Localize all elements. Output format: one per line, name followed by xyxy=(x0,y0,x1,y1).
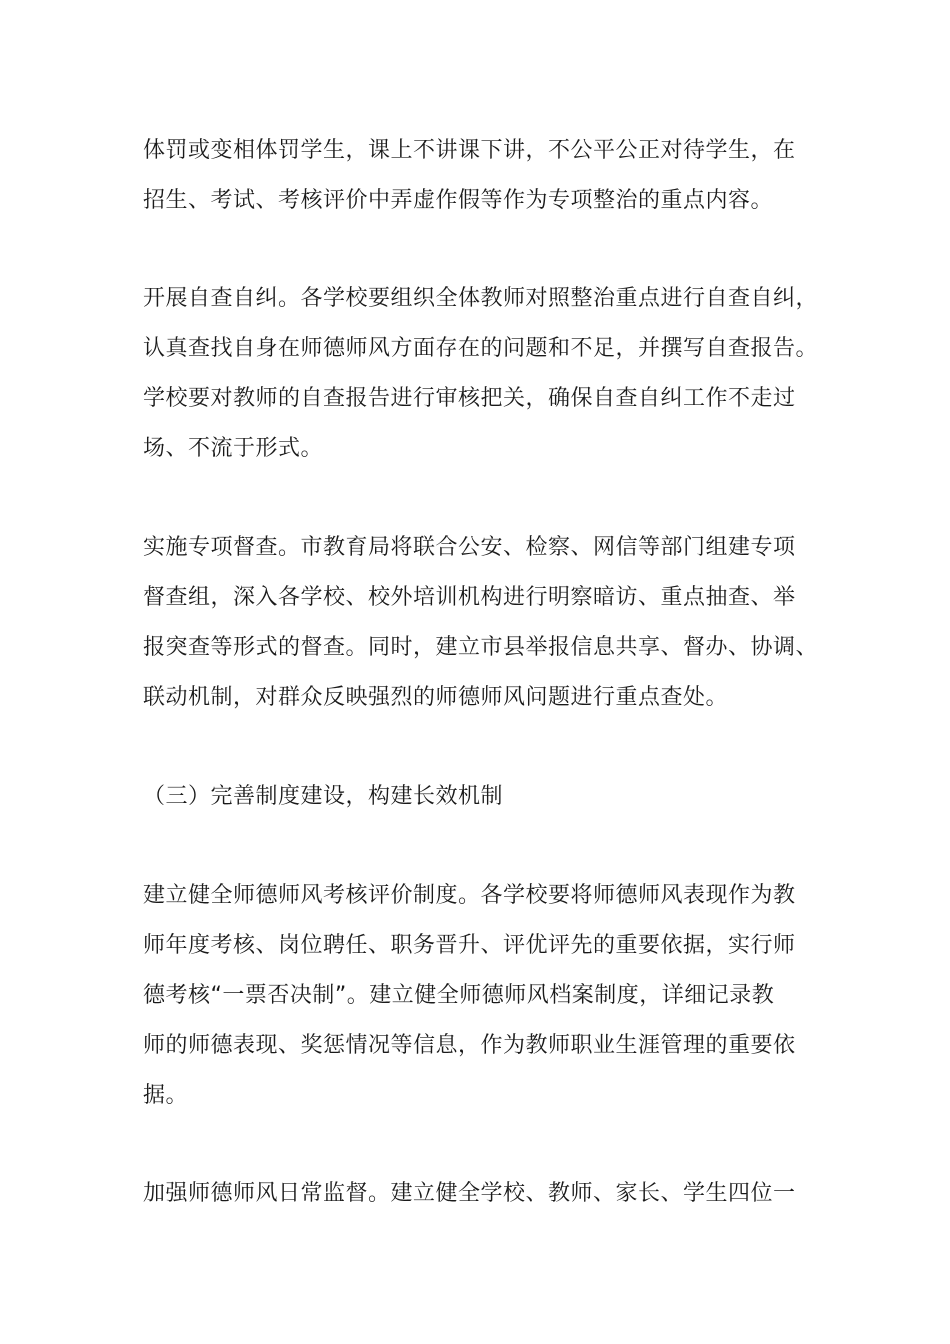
text-line: 据。 xyxy=(143,1083,189,1108)
paragraph-special-supervision xyxy=(143,523,833,723)
text-line: 师的师德表现、奖惩情况等信息，作为教师职业生涯管理的重要依 xyxy=(143,1033,796,1058)
text-line: 场、不流于形式。 xyxy=(143,436,324,461)
text-line: 师年度考核、岗位聘任、职务晋升、评优评先的重要依据，实行师 xyxy=(143,933,796,958)
text-line: 建立健全师德师风考核评价制度。各学校要将师德师风表现作为教 xyxy=(143,883,796,908)
paragraph-daily-supervision xyxy=(143,1169,833,1219)
heading-text: （三）完善制度建设，构建长效机制 xyxy=(143,784,504,809)
text-line: 认真查找自身在师德师风方面存在的问题和不足，并撰写自查报告。 xyxy=(143,336,819,361)
text-line: 督查组，深入各学校、校外培训机构进行明察暗访、重点抽查、举 xyxy=(143,585,796,610)
text-line: 学校要对教师的自查报告进行审核把关，确保自查自纠工作不走过 xyxy=(143,386,796,411)
paragraph-assessment-system xyxy=(143,871,833,1121)
text-line: 报突查等形式的督查。同时，建立市县举报信息共享、督办、协调、 xyxy=(143,635,819,660)
text-line: 招生、考试、考核评价中弄虚作假等作为专项整治的重点内容。 xyxy=(143,188,774,213)
text-line: 加强师德师风日常监督。建立健全学校、教师、家长、学生四位一 xyxy=(143,1181,796,1206)
text-line: 体罚或变相体罚学生，课上不讲课下讲，不公平公正对待学生，在 xyxy=(143,138,796,163)
section-heading xyxy=(143,772,833,822)
text-line: 开展自查自纠。各学校要组织全体教师对照整治重点进行自查自纠， xyxy=(143,286,819,311)
paragraph-self-inspection xyxy=(143,274,833,474)
text-line: 德考核“一票否决制”。建立健全师德师风档案制度，详细记录教 xyxy=(143,983,775,1008)
paragraph-rectification-focus xyxy=(143,126,833,226)
text-line: 联动机制，对群众反映强烈的师德师风问题进行重点查处。 xyxy=(143,685,729,710)
text-line: 实施专项督查。市教育局将联合公安、检察、网信等部门组建专项 xyxy=(143,535,796,560)
